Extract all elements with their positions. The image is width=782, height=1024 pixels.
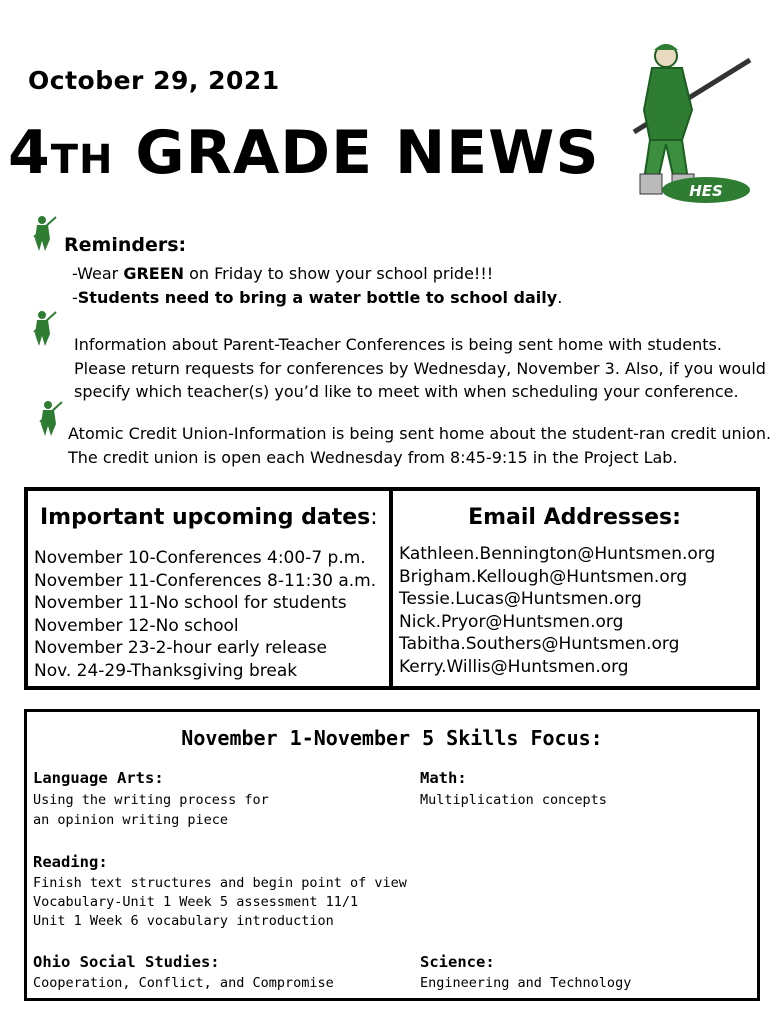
dates-heading-colon: : [370, 505, 378, 530]
title-rest: GRADE NEWS [113, 118, 600, 188]
reading-line: Unit 1 Week 6 vocabulary introduction [33, 913, 334, 929]
email-item[interactable]: Nick.Pryor@Huntsmen.org [399, 611, 624, 632]
conferences-paragraph [74, 333, 766, 404]
credit-line: Atomic Credit Union-Information is being sent home about the student-ran credit union. [68, 424, 772, 443]
language-arts-title: Language Arts: [33, 769, 164, 787]
science-title: Science: [420, 953, 495, 971]
date-item: Nov. 24-29-Thanksgiving break [34, 660, 298, 681]
email-item[interactable]: Tabitha.Southers@Huntsmen.org [399, 634, 680, 654]
math-title: Math: [420, 769, 467, 787]
rem1-post: on Friday to show your school pride!!! [184, 264, 494, 283]
logo-text: HES [689, 182, 723, 200]
conf-line: Information about Parent-Teacher Conferences is being sent home with students. [74, 335, 722, 354]
reading-line: Finish text structures and begin point of view [33, 875, 407, 891]
rem2-post: . [557, 288, 563, 307]
science-line: Engineering and Technology [420, 975, 632, 991]
date-item: November 12-No school [34, 615, 239, 636]
newsletter-date: October 29, 2021 [28, 66, 280, 95]
conf-line: specify which teacher(s) you’d like to meet with when scheduling your conference. [74, 382, 739, 401]
rem1-pre: -Wear [72, 264, 124, 283]
email-item[interactable]: Brigham.Kellough@Huntsmen.org [399, 566, 688, 587]
math-line: Multiplication concepts [420, 792, 607, 808]
mascot-bullet-icon [30, 308, 58, 348]
social-studies-title: Ohio Social Studies: [33, 953, 220, 971]
skills-heading: November 1-November 5 Skills Focus: [181, 726, 603, 750]
reading-line: Vocabulary-Unit 1 Week 5 assessment 11/1 [33, 894, 359, 910]
date-item: November 10-Conferences 4:00-7 p.m. [34, 548, 366, 568]
dates-heading [40, 505, 378, 530]
rem2-pre: - [72, 288, 78, 307]
email-item[interactable]: Kerry.Willis@Huntsmen.org [399, 656, 629, 677]
rem1-bold: GREEN [123, 264, 185, 283]
reminder-water [72, 286, 562, 309]
email-item[interactable]: Tessie.Lucas@Huntsmen.org [399, 589, 642, 609]
email-list [399, 543, 715, 678]
reading-title: Reading: [33, 853, 108, 871]
date-item: November 23-2-hour early release [34, 638, 327, 658]
title-suffix: TH [50, 137, 114, 183]
email-addresses-box [389, 487, 760, 690]
email-heading: Email Addresses: [468, 505, 681, 530]
rem2-bold: Students need to bring a water bottle to school daily [77, 288, 558, 307]
credit-line: The credit union is open each Wednesday from 8:45-9:15 in the Project Lab. [68, 447, 678, 467]
social-studies-line: Cooperation, Conflict, and Compromise [33, 975, 334, 991]
language-arts-line: an opinion writing piece [33, 812, 229, 828]
newsletter-title [8, 118, 600, 188]
mascot-bullet-icon [30, 213, 58, 253]
date-item: November 11-Conferences 8-11:30 a.m. [34, 570, 377, 591]
email-item[interactable]: Kathleen.Bennington@Huntsmen.org [399, 544, 716, 564]
date-item: November 11-No school for students [34, 593, 347, 613]
dates-list [34, 547, 376, 682]
skills-focus-box [24, 709, 760, 1001]
credit-union-paragraph [68, 422, 771, 469]
mascot-bullet-icon [36, 398, 64, 438]
huntsmen-mascot-logo [622, 40, 762, 206]
title-number: 4 [8, 118, 51, 188]
reminder-green [72, 262, 493, 285]
language-arts-line: Using the writing process for [33, 792, 269, 808]
important-dates-box [24, 487, 393, 690]
conf-line: Please return requests for conferences by Wednesday, November 3. Also, if you would [74, 358, 766, 378]
reminders-heading: Reminders: [64, 234, 187, 256]
dates-heading-text: Important upcoming dates [40, 505, 371, 530]
